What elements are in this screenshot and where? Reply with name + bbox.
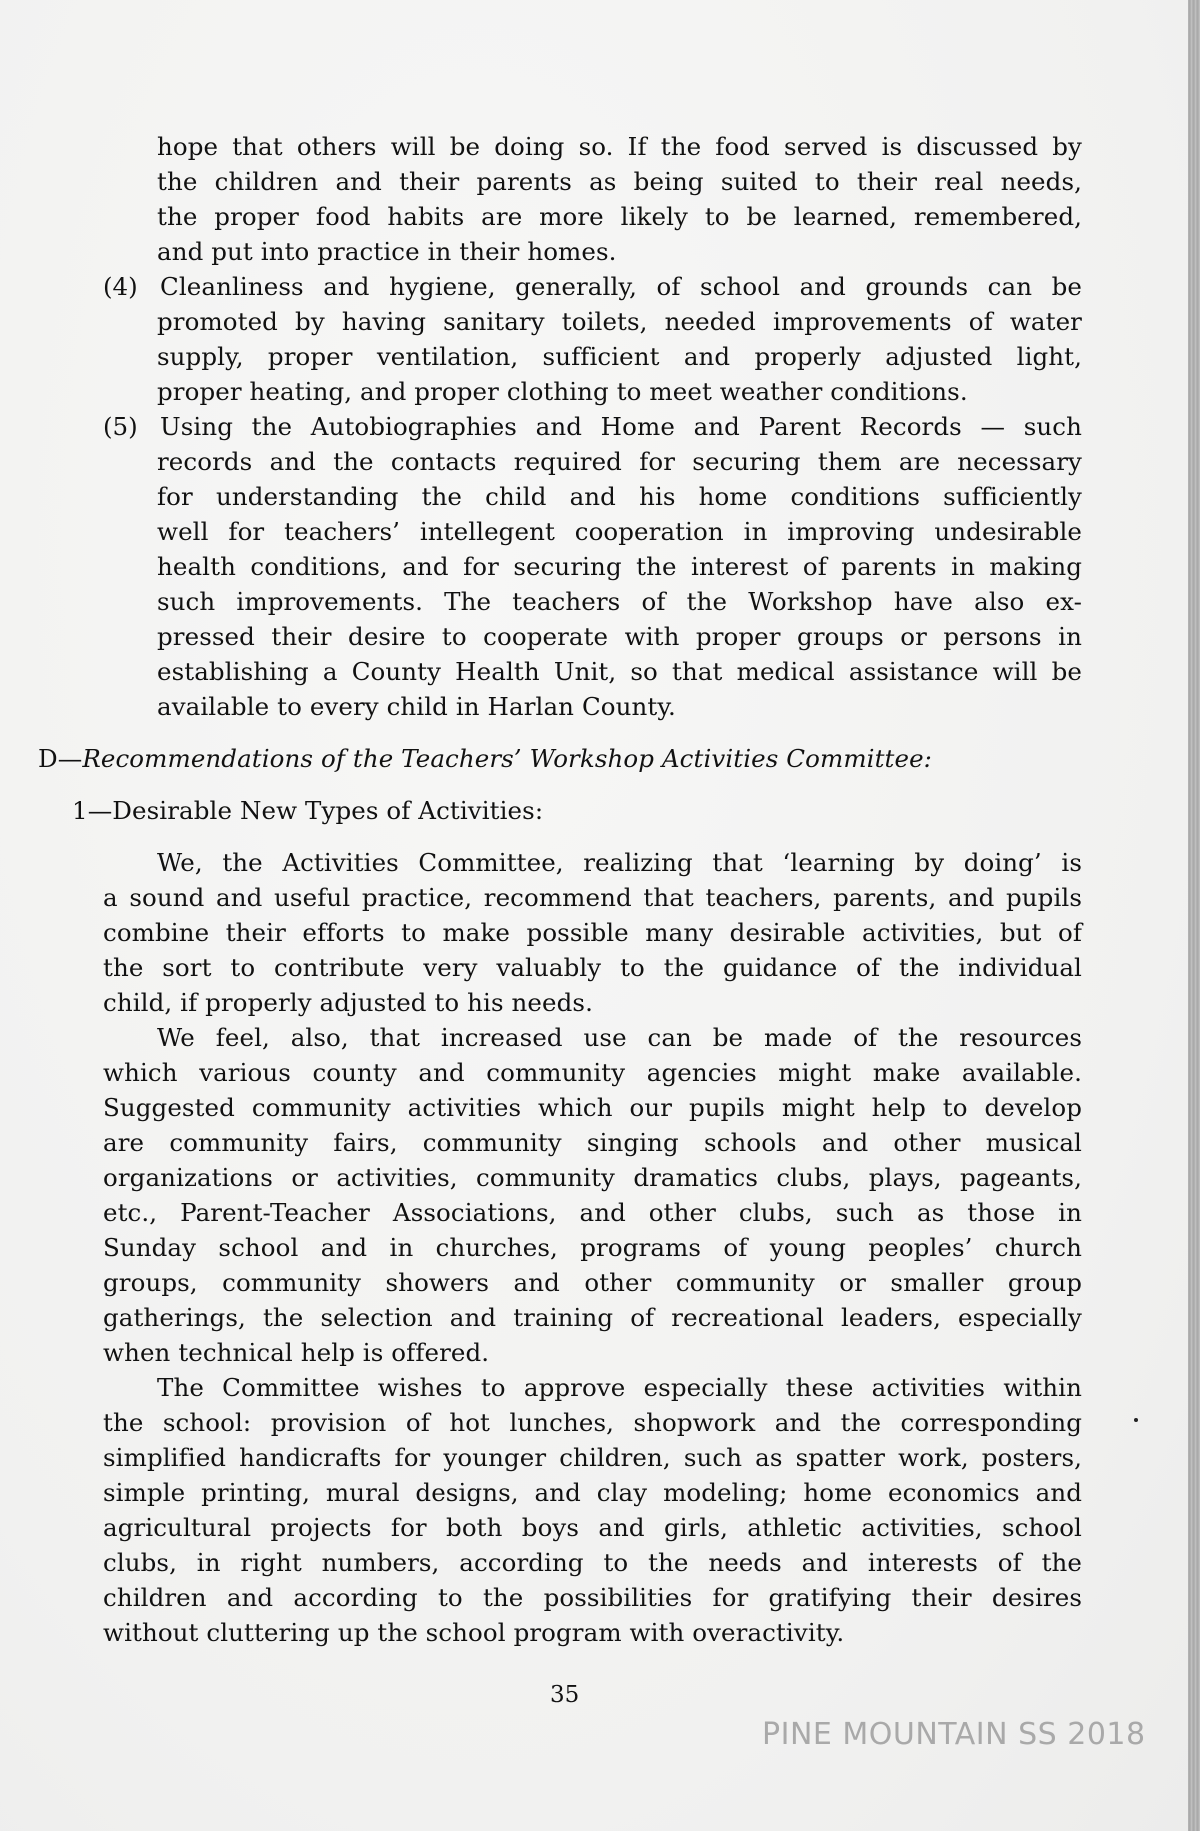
text-line: the school: provision of hot lunches, shopwork and the corresponding [103, 1408, 1082, 1437]
text-line: pressed their desire to cooperate with proper groups or persons in [157, 622, 1082, 651]
text-line: when technical help is offered. [103, 1338, 490, 1367]
text-line: Using the Autobiographies and Home and Parent Records — such [160, 412, 1082, 441]
section-prefix: D— [38, 744, 83, 773]
text-line: the children and their parents as being suited to their real needs, [157, 167, 1082, 196]
text-line: the sort to contribute very valuably to the guidance of the individual [103, 953, 1082, 982]
text-line: combine their efforts to make possible many desirable activities, but of [103, 918, 1082, 947]
text-line: groups, community showers and other community or smaller group [103, 1268, 1082, 1297]
text-line: We feel, also, that increased use can be made of the resources [157, 1023, 1082, 1052]
text-line: Suggested community activities which our pupils might help to develop [103, 1093, 1082, 1122]
text-line: Cleanliness and hygiene, generally, of school and grounds can be [160, 272, 1082, 301]
text-line: such improvements. The teachers of the Workshop have also ex- [157, 587, 1082, 616]
text-line: the proper food habits are more likely to be learned, remembered, [157, 202, 1082, 231]
text-line: agricultural projects for both boys and girls, athletic activities, school [103, 1513, 1082, 1542]
text-line: for understanding the child and his home conditions sufficiently [157, 482, 1082, 511]
text-line: We, the Activities Committee, realizing that ‘learning by doing’ is [157, 848, 1082, 877]
subheading: 1—Desirable New Types of Activities: [72, 796, 544, 825]
section-title: Recommendations of the Teachers’ Workshop Activities Committee: [82, 744, 933, 773]
text-line: simple printing, mural designs, and clay modeling; home economics and [103, 1478, 1082, 1507]
text-line: promoted by having sanitary toilets, needed improvements of water [157, 307, 1082, 336]
text-line: supply, proper ventilation, sufficient and properly adjusted light, [157, 342, 1082, 371]
text-line: available to every child in Harlan County. [157, 692, 676, 721]
text-line: Sunday school and in churches, programs of young peoples’ church [103, 1233, 1082, 1262]
scan-speck [1134, 1418, 1138, 1422]
text-line: which various county and community agencies might make available. [103, 1058, 1082, 1087]
text-line: a sound and useful practice, recommend that teachers, parents, and pupils [103, 883, 1082, 912]
text-line: records and the contacts required for securing them are necessary [157, 447, 1082, 476]
text-line: clubs, in right numbers, according to the needs and interests of the [103, 1548, 1082, 1577]
text-line: and put into practice in their homes. [157, 237, 617, 266]
text-line: hope that others will be doing so. If the food served is discussed by [157, 132, 1082, 161]
text-line: are community fairs, community singing schools and other musical [103, 1128, 1082, 1157]
page-number: 35 [550, 1682, 580, 1708]
text-line: The Committee wishes to approve especially these activities within [157, 1373, 1082, 1402]
text-line: organizations or activities, community dramatics clubs, plays, pageants, [103, 1163, 1082, 1192]
item-number: (4) [103, 272, 138, 301]
text-line: gatherings, the selection and training of recreational leaders, especially [103, 1303, 1082, 1332]
section-heading [38, 744, 932, 774]
text-line: simplified handicrafts for younger children, such as spatter work, posters, [103, 1443, 1082, 1472]
text-line: well for teachers’ intellegent cooperation in improving undesirable [157, 517, 1082, 546]
text-line: etc., Parent-Teacher Associations, and other clubs, such as those in [103, 1198, 1082, 1227]
text-line: health conditions, and for securing the interest of parents in making [157, 552, 1082, 581]
text-line: establishing a County Health Unit, so that medical assistance will be [157, 657, 1082, 686]
watermark: PINE MOUNTAIN SS 2018 [762, 1717, 1146, 1752]
text-line: proper heating, and proper clothing to meet weather conditions. [157, 377, 968, 406]
text-line: child, if properly adjusted to his needs. [103, 988, 593, 1017]
book-binding-edge [1188, 0, 1200, 1831]
text-line: without cluttering up the school program with overactivity. [103, 1618, 845, 1647]
item-number: (5) [103, 412, 138, 441]
text-line: children and according to the possibilities for gratifying their desires [103, 1583, 1082, 1612]
